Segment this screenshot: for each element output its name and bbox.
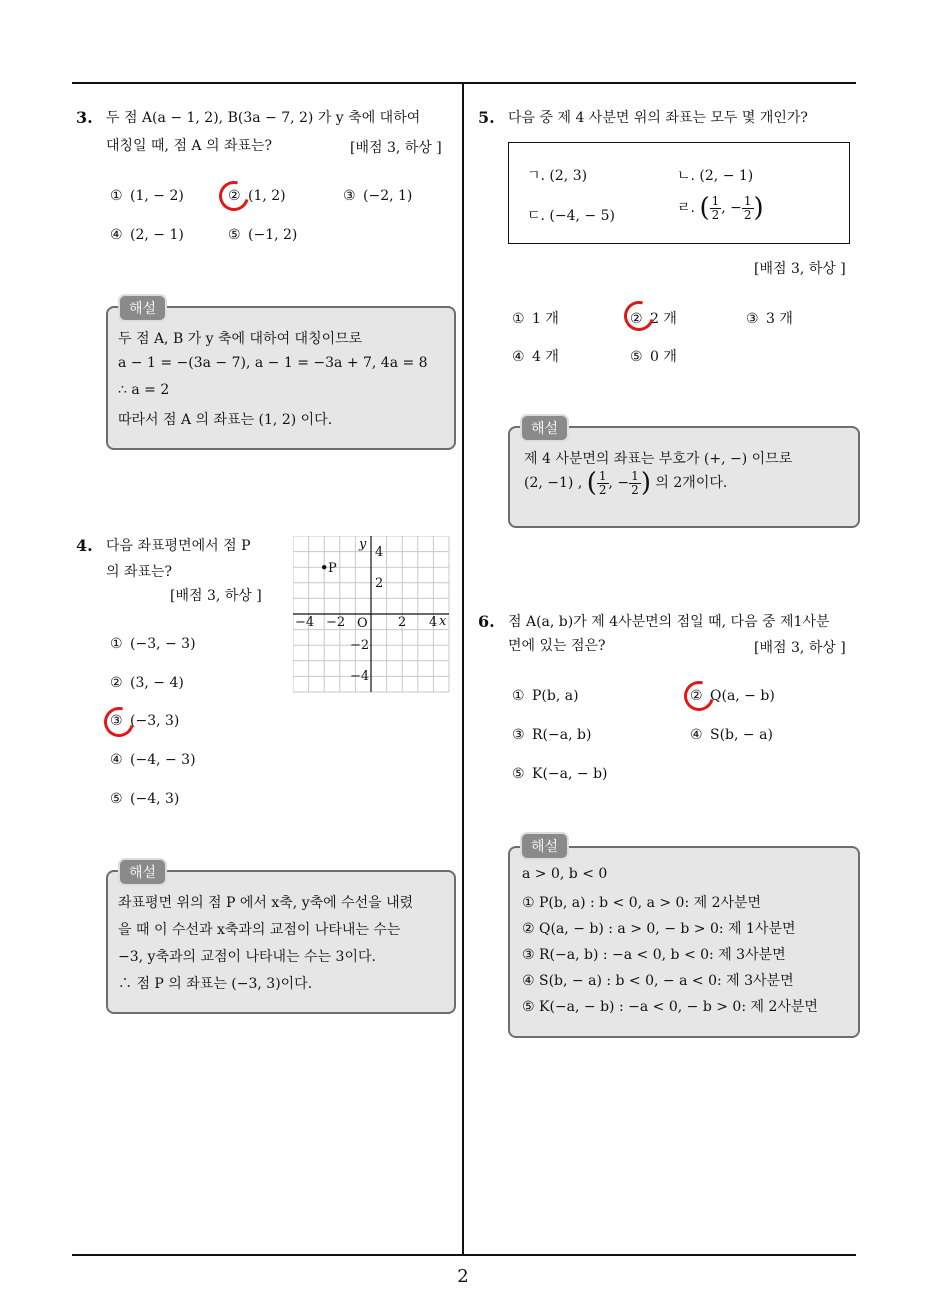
q5-answer-mark (619, 296, 660, 337)
q4-solution-line3: −3, y축과의 교점이 나타내는 수는 3이다. (118, 949, 376, 965)
q6-option-3[interactable]: ③ R(−a, b) (512, 727, 592, 743)
q6-text-line2: 면에 있는 점은? (508, 638, 606, 654)
q4-option-5[interactable]: ⑤ (−4, 3) (110, 791, 180, 807)
q4-number: 4. (76, 536, 93, 555)
q5-choices-box (508, 142, 850, 244)
q4-solution-tag: 해설 (118, 858, 167, 886)
q6-solution-line1: a > 0, b < 0 (522, 866, 608, 882)
x-axis-label: x (439, 614, 447, 629)
x-tick: −4 (295, 615, 315, 630)
column-divider (462, 84, 464, 1256)
q6-answer-mark (679, 676, 720, 717)
q5-text-line1: 다음 중 제 4 사분면 위의 좌표는 모두 몇 개인가? (508, 110, 808, 126)
q3-solution-line1: 두 점 A, B 가 y 축에 대하여 대칭이므로 (118, 331, 363, 347)
q6-number: 6. (478, 612, 495, 631)
q6-solution-line3: ② Q(a, − b) : a > 0, − b > 0: 제 1사분면 (522, 921, 796, 937)
q3-solution-tag: 해설 (118, 294, 167, 322)
q3-option-4[interactable]: ④ (2, − 1) (110, 227, 184, 243)
q3-text-line2: 대칭일 때, 점 A 의 좌표는? (106, 138, 273, 154)
x-tick: −2 (326, 615, 346, 630)
q6-solution-line2: ① P(b, a) : b < 0, a > 0: 제 2사분면 (522, 895, 762, 911)
q3-option-5[interactable]: ⑤ (−1, 2) (228, 227, 298, 243)
x-tick: 4 (429, 615, 438, 630)
top-rule (72, 82, 856, 84)
q4-text-line1: 다음 좌표평면에서 점 P (106, 538, 251, 554)
q3-option-3[interactable]: ③ (−2, 1) (343, 188, 413, 204)
q5-option-2[interactable]: ② 2 개 (630, 311, 677, 327)
q4-solution-line4: ∴ 점 P 의 좌표는 (−3, 3)이다. (118, 976, 313, 992)
q4-solution-line1: 좌표평면 위의 점 P 에서 x축, y축에 수선을 내렸 (118, 895, 414, 911)
y-tick: −2 (350, 638, 370, 653)
origin-label: O (357, 616, 368, 631)
bottom-rule (72, 1254, 856, 1256)
q4-solution-line2: 을 때 이 수선과 x축과의 교점이 나타내는 수는 (118, 922, 401, 938)
q3-solution-line3: ∴ a = 2 (118, 382, 170, 398)
q4-solution-box (106, 870, 456, 1014)
q3-answer-mark (214, 176, 255, 217)
q6-solution-box (508, 846, 860, 1038)
q3-option-2[interactable]: ② (1, 2) (228, 188, 286, 204)
y-tick: 4 (375, 545, 384, 560)
q5-option-3[interactable]: ③ 3 개 (746, 311, 793, 327)
q5-choice-c: ㄷ. (−4, − 5) (527, 208, 615, 224)
y-axis-label: y (359, 537, 367, 552)
q5-solution-line1: 제 4 사분면의 좌표는 부호가 (+, −) 이므로 (524, 451, 793, 467)
point-p (322, 565, 326, 569)
q3-number: 3. (76, 108, 93, 127)
q6-solution-line5: ④ S(b, − a) : b < 0, − a < 0: 제 3사분면 (522, 973, 794, 989)
q4-option-2[interactable]: ② (3, − 4) (110, 675, 184, 691)
q6-option-1[interactable]: ① P(b, a) (512, 688, 579, 704)
q6-option-5[interactable]: ⑤ K(−a, − b) (512, 766, 608, 782)
q6-solution-tag: 해설 (520, 832, 569, 860)
q5-points: [배점 3, 하상 ] (754, 261, 846, 277)
y-tick: −4 (350, 669, 370, 684)
q3-solution-line4: 따라서 점 A 의 좌표는 (1, 2) 이다. (118, 412, 333, 428)
q4-coordinate-graph (293, 536, 450, 693)
q6-option-4[interactable]: ④ S(b, − a) (690, 727, 773, 743)
q6-option-2[interactable]: ② Q(a, − b) (690, 688, 775, 704)
q4-option-1[interactable]: ① (−3, − 3) (110, 636, 196, 652)
q4-answer-mark (99, 702, 140, 743)
x-tick: 2 (398, 615, 407, 630)
q4-option-4[interactable]: ④ (−4, − 3) (110, 752, 196, 768)
q6-text-line1: 점 A(a, b)가 제 4사분면의 점일 때, 다음 중 제1사분 (508, 614, 830, 630)
q4-text-line2: 의 좌표는? (106, 564, 173, 580)
q3-solution-line2: a − 1 = −(3a − 7), a − 1 = −3a + 7, 4a = 8 (118, 355, 428, 371)
point-p-label: P (328, 561, 337, 576)
q5-solution-tag: 해설 (520, 414, 569, 442)
q3-option-1[interactable]: ① (1, − 2) (110, 188, 184, 204)
q6-points: [배점 3, 하상 ] (754, 640, 846, 656)
q5-choice-a: ㄱ. (2, 3) (527, 168, 588, 184)
q3-text-line1: 두 점 A(a − 1, 2), B(3a − 7, 2) 가 y 축에 대하여 (106, 110, 421, 126)
q5-option-1[interactable]: ① 1 개 (512, 311, 559, 327)
q5-choice-b: ㄴ. (2, − 1) (677, 168, 754, 184)
q3-points: [배점 3, 하상 ] (350, 140, 442, 156)
q3-solution-box (106, 306, 456, 450)
y-tick: 2 (375, 576, 384, 591)
q6-solution-line4: ③ R(−a, b) : −a < 0, b < 0: 제 3사분면 (522, 947, 786, 963)
page-number: 2 (457, 1266, 469, 1287)
q5-number: 5. (478, 108, 495, 127)
q5-solution-line2: (2, −1) , ( $\frac{1}{2}$ , − $\frac{1}{2}$ ) 의 2개이다. (524, 468, 728, 498)
q5-choice-d: ㄹ. ( $\frac{1}{2}$ , − $\frac{1}{2}$ ) (677, 193, 764, 223)
q5-option-5[interactable]: ⑤ 0 개 (630, 349, 677, 365)
q4-option-3[interactable]: ③ (−3, 3) (110, 713, 180, 729)
q6-solution-line6: ⑤ K(−a, − b) : −a < 0, − b > 0: 제 2사분면 (522, 999, 818, 1015)
q5-option-4[interactable]: ④ 4 개 (512, 349, 559, 365)
q4-points: [배점 3, 하상 ] (170, 588, 262, 604)
